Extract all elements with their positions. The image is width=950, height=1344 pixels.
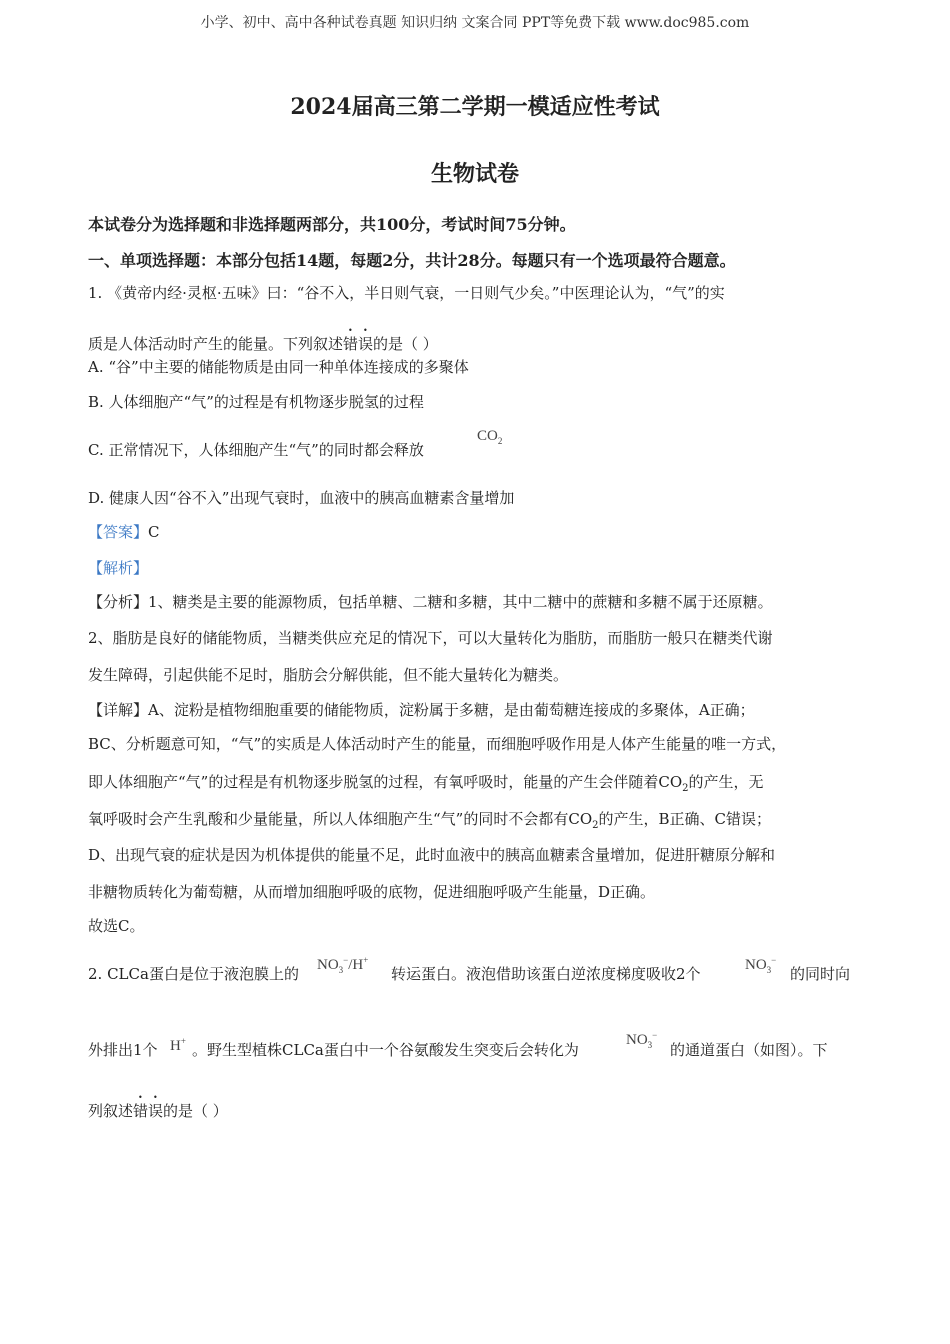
q2-line1-mid: 转运蛋白。液泡借助该蛋白逆浓度梯度吸收2个	[391, 965, 701, 983]
no3-symbol: NO	[745, 957, 767, 973]
answer-label: 【答案】	[88, 523, 149, 541]
answer-line	[88, 525, 160, 540]
h-charge: +	[363, 955, 369, 965]
detail-a	[88, 703, 755, 718]
detail-bc-2-end: 的产生，无	[688, 773, 764, 791]
no3-subscript: 3	[766, 965, 772, 975]
q2-line2-text: 外排出1个	[88, 1041, 158, 1059]
page-header: 小学、初中、高中各种试卷真题 知识归纳 文案合同 PPT等免费下载 www.doc985.com	[200, 15, 750, 31]
section-heading: 一、单项选择题：本部分包括14题，每题2分，共计28分。每题只有一个选项最符合题意。	[88, 251, 736, 270]
detail-bc-2	[88, 775, 764, 794]
q2-line3	[88, 1093, 228, 1120]
q1-option-c-formula	[477, 428, 502, 446]
q1-stem-line2	[88, 326, 438, 353]
no3-charge: −	[771, 955, 777, 965]
no3-symbol: NO	[626, 1032, 648, 1048]
no3-subscript: 3	[647, 1040, 653, 1050]
co2-symbol: CO	[477, 428, 498, 444]
exam-title: 2024届高三第二学期一模适应性考试	[290, 94, 660, 120]
exam-subject-title: 生物试卷	[430, 161, 519, 187]
detail-bc-3	[88, 812, 771, 831]
q2-formula-no3-h	[317, 955, 368, 975]
q1-emphasis: 错误	[343, 335, 374, 353]
detail-d-2: 非糖物质转化为葡萄糖，从而增加细胞呼吸的底物，促进细胞呼吸产生能量，D正确。	[88, 883, 656, 901]
detail-bc-1: BC、分析题意可知，“气”的实质是人体活动时产生的能量，而细胞呼吸作用是人体产生能量的唯一方式，	[88, 735, 787, 753]
q1-stem-text: 质是人体活动时产生的能量。下列叙述	[88, 335, 344, 353]
q2-stem-end: 的是（ ）	[163, 1102, 228, 1120]
q2-stem-text: 列叙述	[88, 1102, 134, 1120]
q1-stem-line1: 1. 《黄帝内经·灵枢·五味》曰：“谷不入，半日则气衰，一日则气少矣。”中医理论认为，“气”的实	[88, 284, 725, 302]
q1-option-a: A. “谷”中主要的储能物质是由同一种单体连接成的多聚体	[88, 358, 469, 376]
q1-stem-end: 的是（ ）	[373, 335, 438, 353]
no3-charge: −	[343, 955, 349, 965]
fenxi-label: 【分析】	[88, 593, 149, 611]
q1-conclusion: 故选C。	[88, 917, 145, 935]
q2-line1-text: 2. CLCa蛋白是位于液泡膜上的	[88, 965, 299, 983]
analysis-label: 【解析】	[88, 559, 149, 577]
q2-line2-mid: 。野生型植株CLCa蛋白中一个谷氨酸发生突变后会转化为	[192, 1041, 579, 1059]
detail-a-text: A、淀粉是植物细胞重要的储能物质，淀粉属于多糖，是由葡萄糖连接成的多聚体，A正确；	[148, 701, 755, 719]
xiangjie-label: 【详解】	[88, 701, 149, 719]
q1-option-b: B. 人体细胞产“气”的过程是有机物逐步脱氢的过程	[88, 393, 424, 411]
answer-value: C	[148, 523, 160, 541]
co2-subscript: 2	[497, 436, 503, 446]
q2-emphasis: 错误	[133, 1102, 164, 1120]
detail-d-1: D、出现气衰的症状是因为机体提供的能量不足，此时血液中的胰高血糖素含量增加，促进肝糖原分解和	[88, 846, 776, 864]
q2-formula-h	[170, 1036, 186, 1055]
h-symbol: H	[170, 1038, 181, 1054]
analysis-point-2b: 发生障碍，引起供能不足时，脂肪会分解供能，但不能大量转化为糖类。	[88, 666, 569, 684]
no3-symbol: NO	[317, 957, 339, 973]
exam-intro: 本试卷分为选择题和非选择题两部分，共100分，考试时间75分钟。	[88, 215, 576, 234]
q2-line2-end: 的通道蛋白（如图）。下	[670, 1041, 828, 1059]
co2-subscript: 2	[592, 820, 599, 831]
analysis-point-1	[88, 595, 773, 610]
no3-subscript: 3	[338, 965, 344, 975]
no3-charge: −	[652, 1030, 658, 1040]
q2-line1-end: 的同时向	[790, 965, 851, 983]
q1-option-c: C. 正常情况下，人体细胞产生“气”的同时都会释放	[88, 441, 424, 459]
fenxi-text-1: 1、糖类是主要的能源物质，包括单糖、二糖和多糖，其中二糖中的蔗糖和多糖不属于还原糖。	[148, 593, 773, 611]
co2-subscript: 2	[682, 783, 689, 794]
h-charge: +	[180, 1036, 186, 1046]
analysis-point-2a: 2、脂肪是良好的储能物质，当糖类供应充足的情况下，可以大量转化为脂肪，而脂肪一般只在糖类代谢	[88, 629, 773, 647]
detail-bc-3-text: 氧呼吸时会产生乳酸和少量能量，所以人体细胞产生“气”的同时不会都有CO	[88, 810, 593, 828]
q2-formula-no3-2	[626, 1030, 657, 1050]
q1-option-d: D. 健康人因“谷不入”出现气衰时，血液中的胰高血糖素含量增加	[88, 489, 515, 507]
h-symbol: /H	[348, 957, 364, 973]
q2-formula-no3	[745, 955, 776, 975]
detail-bc-2-text: 即人体细胞产“气”的过程是有机物逐步脱氢的过程，有氧呼吸时，能量的产生会伴随着CO	[88, 773, 683, 791]
detail-bc-3-end: 的产生，B正确、C错误；	[598, 810, 772, 828]
